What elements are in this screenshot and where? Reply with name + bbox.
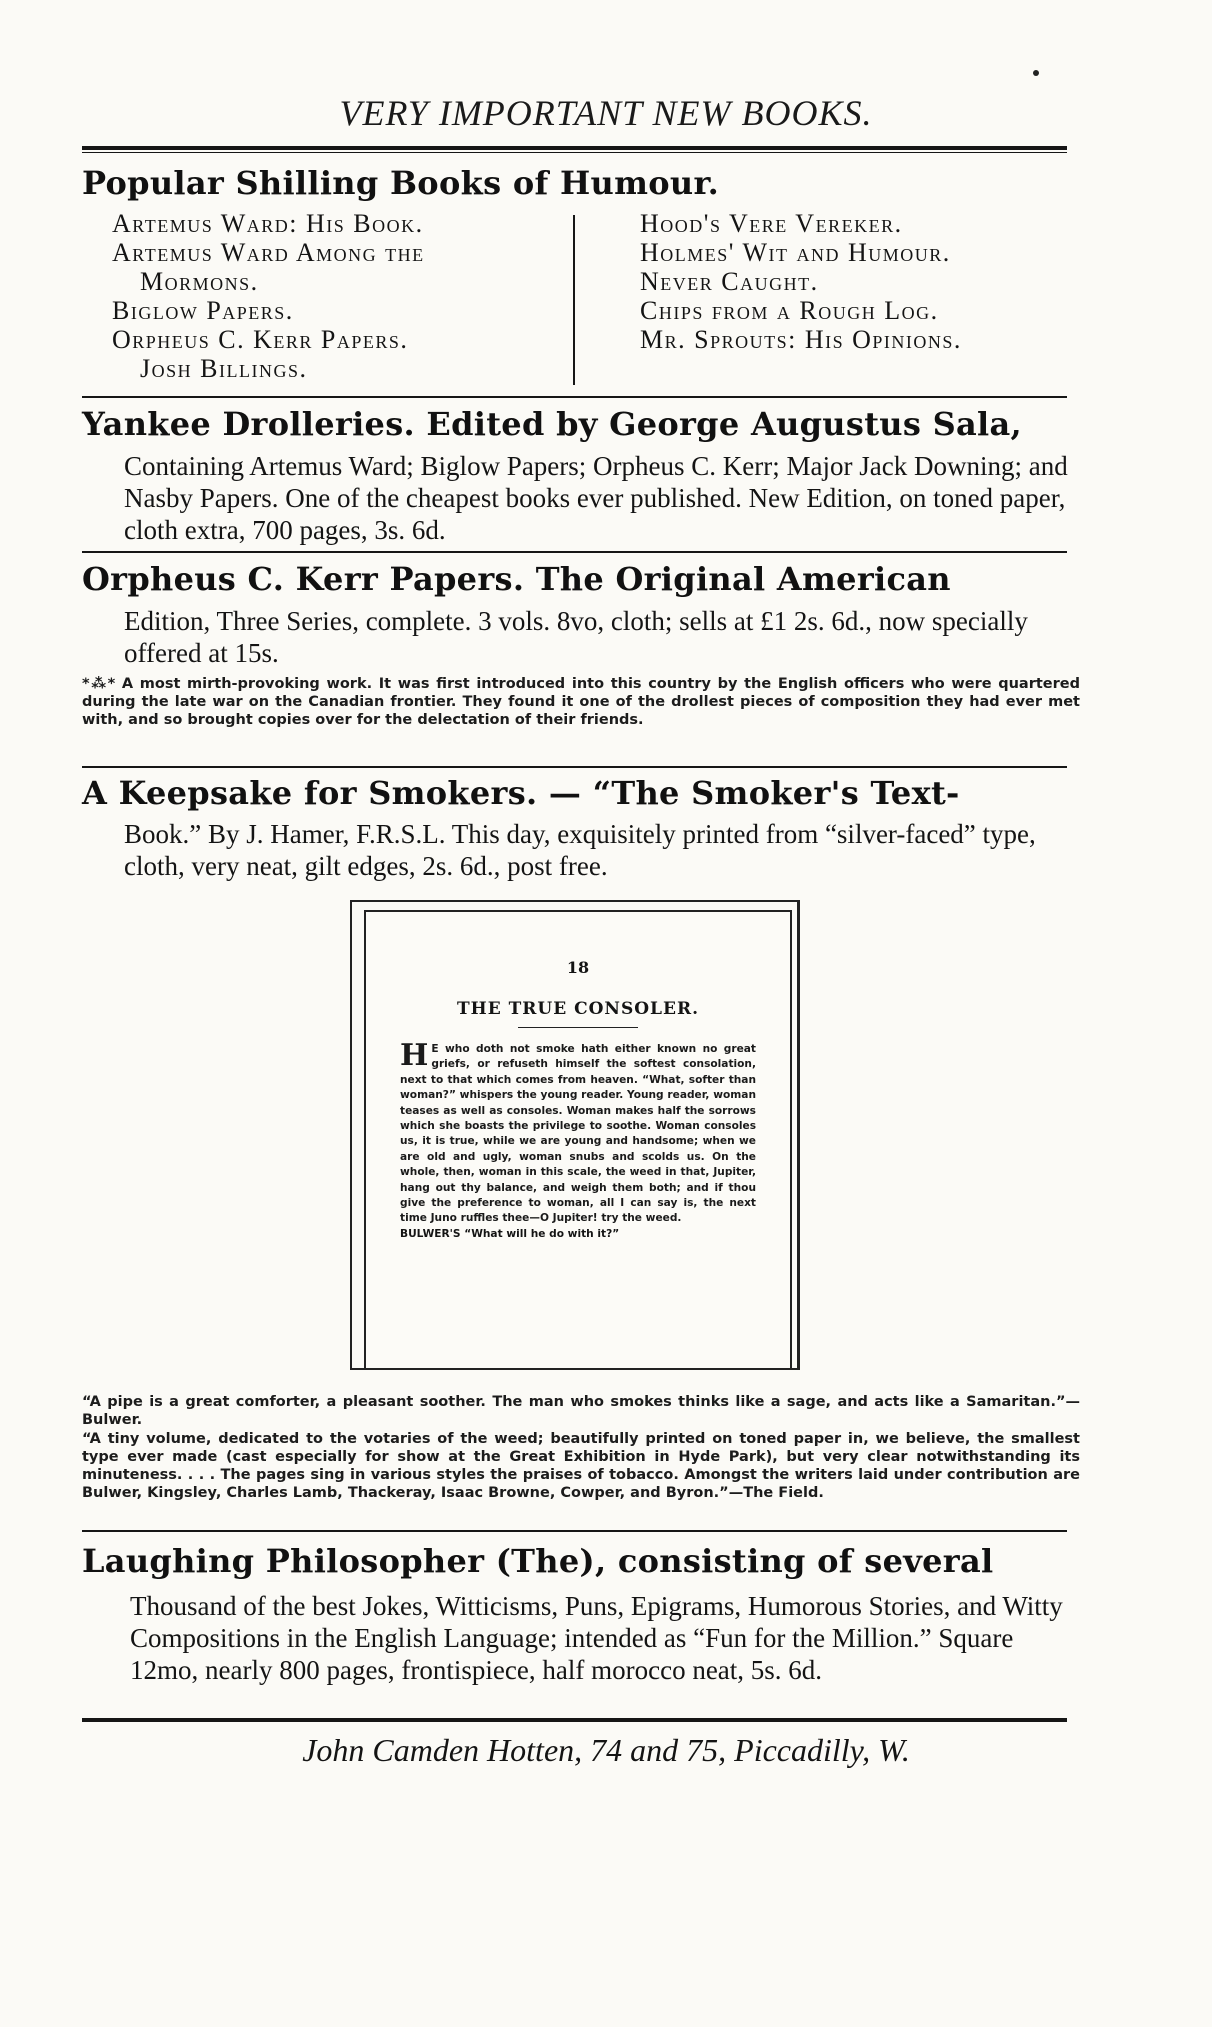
list-item: Biglow Papers. (112, 296, 294, 325)
section5-heading: Laughing Philosopher (The), consisting of several (82, 1542, 994, 1580)
list-item: Josh Billings. (140, 354, 308, 383)
section4-heading: A Keepsake for Smokers. — “The Smoker's Text- (82, 774, 960, 812)
section-rule (82, 1530, 1067, 1532)
list-item: Hood's Vere Vereker. (640, 209, 903, 238)
specimen-text (400, 1038, 756, 1227)
section3-body: Edition, Three Series, complete. 3 vols. 8vo, cloth; sells at £1 2s. 6d., now specially offered at 15s. (124, 606, 1028, 668)
section-rule (82, 551, 1067, 553)
section4-quote-bulwer: “A pipe is a great comforter, a pleasant soother. The man who smokes thinks like a sage, and acts like a Samaritan.”—Bulwer. (82, 1394, 1080, 1428)
list-item: Artemus Ward: His Book. (112, 209, 424, 238)
section2-body: Containing Artemus Ward; Biglow Papers; Orpheus C. Kerr; Major Jack Downing; and Nasby Papers. One of the cheapest books ever published. New Edition, on toned paper, cloth extra, 700 pages, 3s. 6d. (124, 451, 1068, 545)
section1-heading: Popular Shilling Books of Humour. (82, 164, 720, 202)
section3-note: *⁂* A most mirth-provoking work. It was first introduced into this country by the English officers who were quartered during the late war on the Canadian frontier. They found it one of the drollest pieces of composition they had ever met with, and so brought copies over for the delectation of their friends. (82, 676, 1080, 728)
running-head: VERY IMPORTANT NEW BOOKS. (339, 93, 873, 133)
section3-heading: Orpheus C. Kerr Papers. The Original American (82, 560, 951, 598)
list-item: Artemus Ward Among the (112, 238, 425, 267)
specimen-page-number: 18 (566, 958, 590, 977)
specimen-dropcap: H (400, 1038, 429, 1073)
specimen-title: THE TRUE CONSOLER. (457, 999, 699, 1019)
list-item: Mr. Sprouts: His Opinions. (640, 325, 962, 354)
specimen-title-rule (518, 1027, 638, 1028)
specimen-signature: BULWER'S “What will he do with it?” (400, 1227, 620, 1240)
bottom-rule (82, 1718, 1067, 1722)
specimen-body: E who doth not smoke hath either known no great griefs, or refuseth himself the softest consolation, next to that which comes from heaven. “What, softer than woman?” whispers the young reader. Young reader, woman teases as well as consoles. Woman makes half the sorrows which she boasts the privilege to soothe. Woman consoles us, it is true, while we are young and handsome; when we are old and ugly, woman snubs and scolds us. On the whole, then, woman in this scale, the weed in that, Jupiter, hang out thy balance, and weigh them both; and if thou give the preference to woman, all I can say is, the next time Juno ruffles thee—O Jupiter! try the weed. (400, 1043, 756, 1225)
ink-dot (1033, 70, 1039, 76)
section-rule (82, 396, 1067, 398)
section4-body: Book.” By J. Hamer, F.R.S.L. This day, exquisitely printed from “silver-faced” type, cloth, very neat, gilt edges, 2s. 6d., post free. (124, 819, 1036, 881)
publisher-imprint: John Camden Hotten, 74 and 75, Piccadilly, W. (302, 1732, 910, 1768)
specimen-page (364, 910, 792, 1370)
section1-left-list (112, 209, 425, 383)
list-item: Orpheus C. Kerr Papers. (112, 325, 409, 354)
section1-right-list (640, 209, 962, 354)
list-item: Holmes' Wit and Humour. (640, 238, 951, 267)
list-item: Never Caught. (640, 267, 819, 296)
section5-body: Thousand of the best Jokes, Witticisms, Puns, Epigrams, Humorous Stories, and Witty Compositions in the English Language; intended as “Fun for the Million.” Square 12mo, nearly 800 pages, frontispiece, half morocco neat, 5s. 6d. (130, 1591, 1063, 1685)
section4-quote-field: “A tiny volume, dedicated to the votaries of the weed; beautifully printed on toned paper in, we believe, the smallest type ever made (cast especially for show at the Great Exhibition in Hyde Park), but very clear notwithstanding its minuteness. . . . The pages sing in various styles the praises of tobacco. Amongst the writers laid under contribution are Bulwer, Kingsley, Charles Lamb, Thackeray, Isaac Browne, Cowper, and Byron.”—The Field. (82, 1431, 1080, 1501)
list-item: Chips from a Rough Log. (640, 296, 939, 325)
top-rule-thin (82, 152, 1067, 153)
section2-heading: Yankee Drolleries. Edited by George Augustus Sala, (82, 405, 1022, 443)
column-divider (573, 215, 575, 385)
section-rule (82, 766, 1067, 768)
list-item: Mormons. (140, 267, 259, 296)
top-rule (82, 146, 1067, 150)
